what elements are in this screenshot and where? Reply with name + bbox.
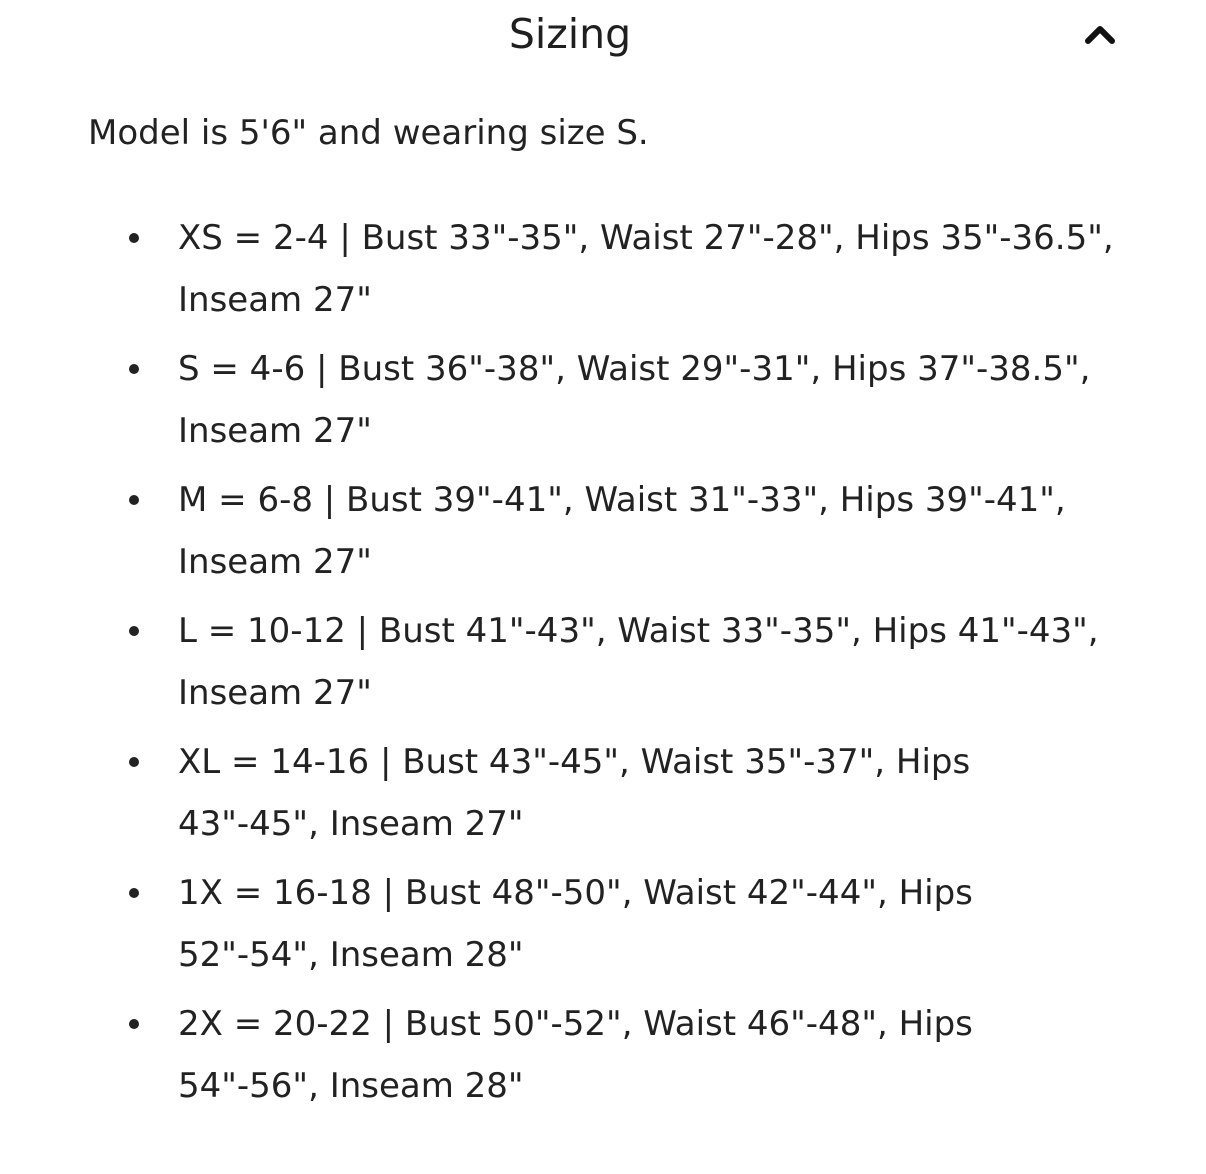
size-item-s — [0, 338, 1206, 462]
bullet-icon — [129, 757, 139, 767]
bullet-icon — [129, 888, 139, 898]
size-item-l — [0, 600, 1206, 724]
size-item-xl — [0, 731, 1206, 855]
sizing-accordion-header[interactable] — [0, 0, 1206, 72]
size-item-xs — [0, 207, 1206, 331]
size-item-text: 2X = 20-22 | Bust 50"-52", Waist 46"-48", Hips 54"-56", Inseam 28" — [178, 1004, 973, 1106]
section-title: Sizing — [508, 10, 632, 58]
size-item-m — [0, 469, 1206, 593]
size-item-2x — [0, 993, 1206, 1117]
collapse-toggle-button[interactable] — [1078, 14, 1122, 54]
size-item-text: XS = 2-4 | Bust 33"-35", Waist 27"-28", Hips 35"-36.5", Inseam 27" — [178, 218, 1114, 320]
size-item-text: XL = 14-16 | Bust 43"-45", Waist 35"-37", Hips 43"-45", Inseam 27" — [178, 742, 971, 844]
bullet-icon — [129, 364, 139, 374]
size-item-text: M = 6-8 | Bust 39"-41", Waist 31"-33", Hips 39"-41", Inseam 27" — [178, 480, 1066, 582]
bullet-icon — [129, 495, 139, 505]
bullet-icon — [129, 233, 139, 243]
bullet-icon — [129, 1019, 139, 1029]
size-item-text: L = 10-12 | Bust 41"-43", Waist 33"-35", Hips 41"-43", Inseam 27" — [178, 611, 1099, 713]
size-item-text: S = 4-6 | Bust 36"-38", Waist 29"-31", Hips 37"-38.5", Inseam 27" — [178, 349, 1091, 451]
model-size-note: Model is 5'6" and wearing size S. — [88, 113, 649, 153]
size-item-1x — [0, 862, 1206, 986]
chevron-up-icon — [1085, 24, 1115, 44]
bullet-icon — [129, 626, 139, 636]
size-chart-list — [0, 207, 1206, 1124]
size-item-text: 1X = 16-18 | Bust 48"-50", Waist 42"-44", Hips 52"-54", Inseam 28" — [178, 873, 973, 975]
